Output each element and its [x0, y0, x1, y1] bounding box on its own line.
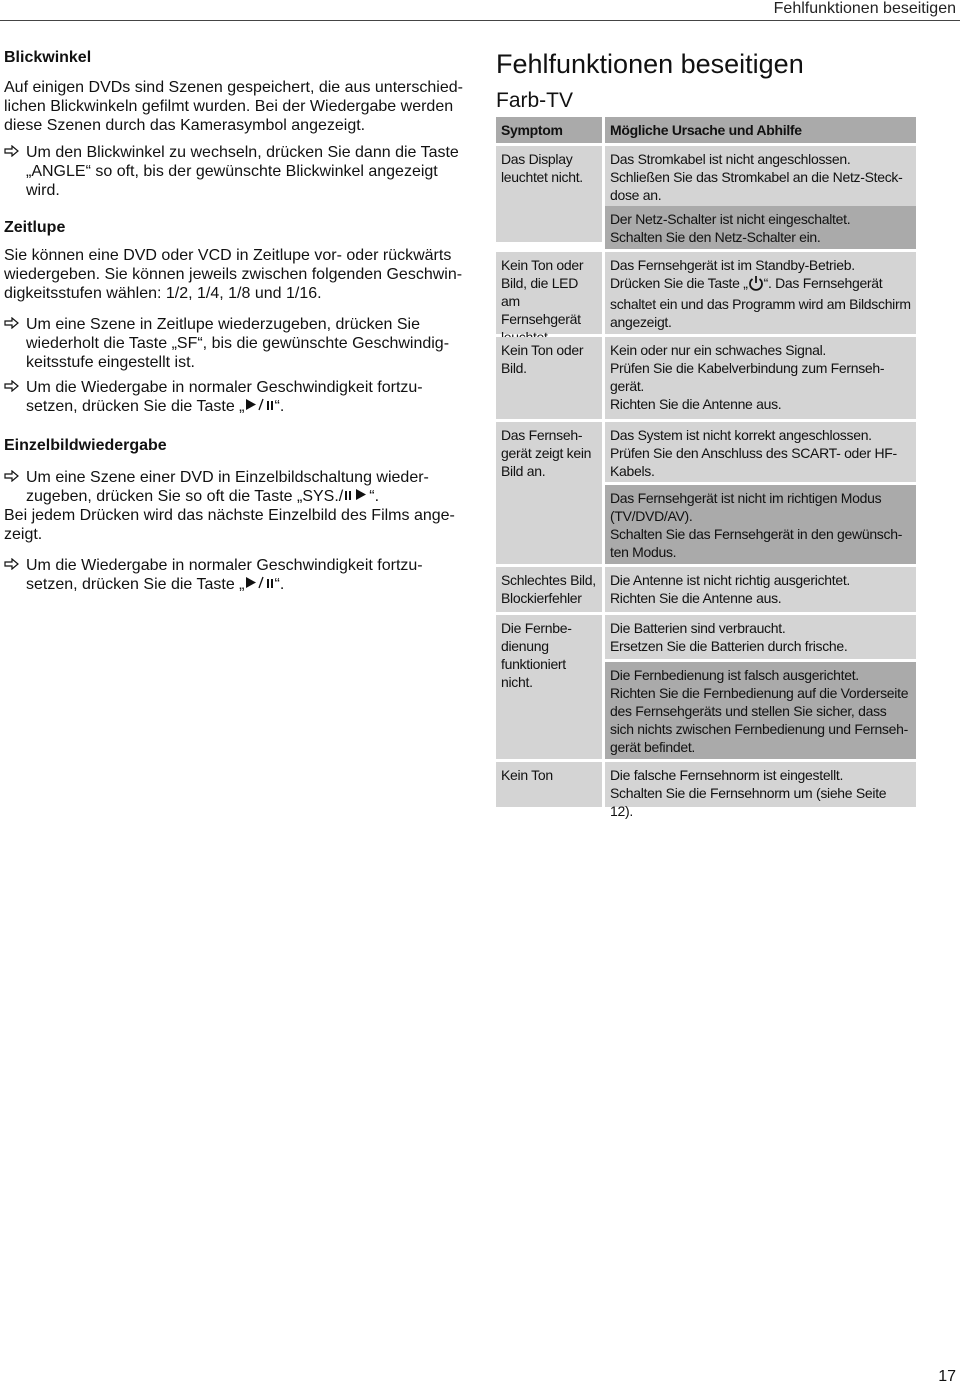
arrow-bullet-icon: [4, 315, 26, 372]
cause-cell: Die Fernbedienung ist falsch ausgerichtet. Richten Sie die Fernbedienung auf die Vorderseite des Fernsehgeräts und stellen Sie sicher, dass sich nichts zwischen Fernbedienung und Fernseh- gerät befindet.: [605, 662, 916, 759]
symptom-cell: Kein Ton: [496, 762, 602, 807]
table-row: [496, 567, 916, 612]
para-zeitlupe: Sie können eine DVD oder VCD in Zeitlupe vor- oder rückwärts wiedergeben. Sie können jeweils zwischen folgenden Geschwin- digkeitsstufen wählen: 1/2, 1/4, 1/8 und 1/16.: [4, 247, 463, 302]
symptom-cell-empty: [496, 206, 602, 249]
table-row: [496, 337, 916, 419]
cause-cell: Das Stromkabel ist nicht angeschlossen. Schließen Sie das Stromkabel an die Netz-Steck- dose an.: [605, 146, 916, 206]
header-rule: [0, 20, 960, 21]
left-column: [4, 48, 464, 594]
running-header: Fehlfunktionen beseitigen: [773, 0, 956, 17]
cause-cell: Kein oder nur ein schwaches Signal. Prüfen Sie die Kabelverbindung zum Fernseh- gerät. Richten Sie die Antenne aus.: [605, 337, 916, 419]
cause-cell: Das System ist nicht korrekt angeschlossen. Prüfen Sie den Anschluss des SCART- oder HF- Kabels.: [605, 422, 916, 482]
bullet-sys: Um eine Szene einer DVD in Einzelbildschaltung wieder- zugeben, drücken Sie so oft die Taste „SYS./ “.: [4, 468, 464, 506]
arrow-bullet-icon: [4, 468, 26, 506]
pause-play-icon: [343, 487, 369, 506]
header-cause: Mögliche Ursache und Abhilfe: [605, 117, 916, 143]
bullet-angle: Um den Blickwinkel zu wechseln, drücken Sie dann die Taste „ANGLE“ so oft, bis der gewünschte Blickwinkel angezeigt wird.: [4, 143, 464, 200]
play-pause-icon: [245, 397, 275, 416]
table-row: [496, 206, 916, 249]
symptom-cell-empty: [496, 662, 602, 759]
table-header-row: [496, 117, 916, 143]
right-column: [496, 48, 936, 114]
symptom-cell: Kein Ton oder Bild.: [496, 337, 602, 419]
table-row: [496, 252, 916, 334]
table-row: [496, 485, 916, 564]
arrow-bullet-icon: [4, 378, 26, 416]
symptom-cell: Die Fernbe- dienung funktioniert nicht.: [496, 615, 602, 759]
cause-cell: Der Netz-Schalter ist nicht eingeschaltet. Schalten Sie den Netz-Schalter ein.: [605, 206, 916, 249]
para-einzelbild: Bei jedem Drücken wird das nächste Einzelbild des Films ange- zeigt.: [4, 507, 455, 543]
table-row: [496, 662, 916, 759]
troubleshooting-table: [496, 117, 916, 819]
arrow-bullet-icon: [4, 143, 26, 200]
bullet-normal-speed-2: Um die Wiedergabe in normaler Geschwindigkeit fortzu- setzen, drücken Sie die Taste „ “.: [4, 556, 464, 594]
power-icon: [748, 275, 764, 295]
heading-einzelbild: Einzelbildwiedergabe: [4, 437, 167, 454]
cause-cell: Das Fernsehgerät ist im Standby-Betrieb. Drücken Sie die Taste „ “. Das Fernsehgerät schaltet ein und das Programm wird am Bildschirm angezeigt.: [605, 252, 916, 334]
heading-zeitlupe: Zeitlupe: [4, 219, 66, 236]
cause-cell: Das Fernsehgerät ist nicht im richtigen Modus (TV/DVD/AV). Schalten Sie das Fernsehgerät in den gewünsch- ten Modus.: [605, 485, 916, 564]
symptom-cell: Schlechtes Bild, Blockierfehler: [496, 567, 602, 612]
cause-cell: Die falsche Fernsehnorm ist eingestellt. Schalten Sie die Fernsehnorm um (siehe Seite 12).: [605, 762, 916, 807]
cause-cell: Die Antenne ist nicht richtig ausgerichtet. Richten Sie die Antenne aus.: [605, 567, 916, 612]
para-blickwinkel: Auf einigen DVDs sind Szenen gespeichert, die aus unterschied- lichen Blickwinkeln gefilmt wurden. Bei der Wiedergabe werden diese Szenen durch das Kamerasymbol angezeigt.: [4, 79, 463, 134]
cause-cell: Die Batterien sind verbraucht. Ersetzen Sie die Batterien durch frische.: [605, 615, 916, 659]
symptom-cell: Das Display leuchtet nicht.: [496, 146, 602, 242]
symptom-cell: Das Fernseh- gerät zeigt kein Bild an.: [496, 422, 602, 564]
bullet-sf: Um eine Szene in Zeitlupe wiederzugeben, drücken Sie wiederholt die Taste „SF“, bis die gewünschte Geschwindig- keitsstufe eingestellt ist.: [4, 315, 464, 372]
symptom-cell: Kein Ton oder Bild, die LED am Fernsehgerät: [496, 252, 602, 334]
symptom-cell-empty: [496, 485, 602, 564]
section-title-farb-tv: Farb-TV: [496, 89, 574, 112]
play-pause-icon: [245, 575, 275, 594]
page-number: 17: [938, 1368, 956, 1385]
arrow-bullet-icon: [4, 556, 26, 594]
header-symptom: Symptom: [496, 117, 602, 143]
page-title: Fehlfunktionen beseitigen: [496, 49, 804, 79]
heading-blickwinkel: Blickwinkel: [4, 49, 92, 66]
table-row: [496, 762, 916, 819]
bullet-normal-speed-1: Um die Wiedergabe in normaler Geschwindigkeit fortzu- setzen, drücken Sie die Taste „ “.: [4, 378, 464, 416]
